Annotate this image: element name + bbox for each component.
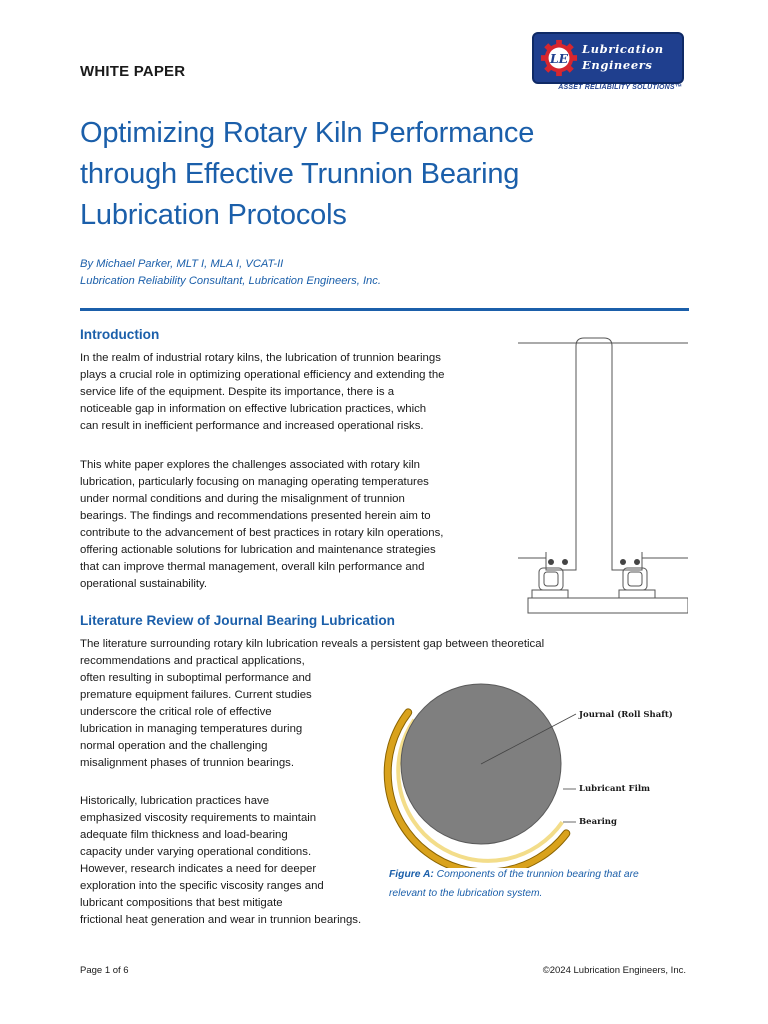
literature-review-heading: Literature Review of Journal Bearing Lubrication — [80, 613, 395, 628]
text-line: However, research indicates a need for deeper — [80, 863, 317, 875]
text-line: often resulting in suboptimal performance and — [80, 672, 312, 684]
label-lubricant-film: Lubricant Film — [579, 784, 651, 794]
text-line: operational sustainability. — [80, 578, 208, 590]
figure-a-bearing-diagram — [380, 672, 690, 868]
text-line: exploration into the specific viscosity ranges and — [80, 880, 324, 892]
text-line: lubrication in managing temperatures during — [80, 723, 303, 735]
literature-review-paragraph-2 — [80, 793, 361, 929]
logo-tagline: ASSET RELIABILITY SOLUTIONS™ — [558, 84, 682, 91]
text-line: premature equipment failures. Current studies — [80, 689, 312, 701]
text-line: misalignment phases of trunnion bearings. — [80, 757, 295, 769]
title-line: Lubrication Protocols — [80, 199, 347, 231]
text-line: offering actionable solutions for lubrication and maintenance strategies — [80, 544, 436, 556]
text-line: underscore the critical role of effective — [80, 706, 272, 718]
caption-prefix: Figure A: — [389, 869, 434, 880]
text-line: Historically, lubrication practices have — [80, 795, 270, 807]
text-line: under normal conditions and during the misalignment of trunnion — [80, 493, 405, 505]
caption-line: relevant to the lubrication system. — [389, 888, 543, 899]
caption-line — [389, 865, 689, 884]
text-line: lubricant compositions that best mitigate — [80, 897, 283, 909]
text-line: service life of the equipment. Despite its importance, there is a — [80, 386, 395, 398]
section-divider — [80, 308, 689, 311]
title-line: Optimizing Rotary Kiln Performance — [80, 117, 535, 149]
text-line: noticeable gap in information on effective lubrication practices, which — [80, 403, 427, 415]
introduction-heading: Introduction — [80, 327, 160, 342]
document-title — [80, 113, 680, 236]
text-line: lubrication, particularly focusing on managing operating temperatures — [80, 476, 429, 488]
logo-name-line2: Engineers — [582, 58, 653, 72]
text-line: The literature surrounding rotary kiln lubrication reveals a persistent gap between theoretical — [80, 638, 545, 650]
page-number: Page 1 of 6 — [80, 965, 129, 976]
figure-a-caption — [389, 865, 689, 903]
logo-badge — [532, 32, 684, 84]
text-line: emphasized viscosity requirements to maintain — [80, 812, 317, 824]
trunnion-assembly-drawing — [518, 336, 688, 618]
title-line: through Effective Trunnion Bearing — [80, 158, 520, 190]
text-line: This white paper explores the challenges associated with rotary kiln — [80, 459, 420, 471]
text-line: can result in inefficient performance and increased operational risks. — [80, 420, 424, 432]
text-line: contribute to the advancement of best practices in rotary kiln operations, — [80, 527, 444, 539]
text-line: adequate film thickness and load-bearing — [80, 829, 288, 841]
copyright-notice: ©2024 Lubrication Engineers, Inc. — [542, 965, 686, 976]
company-logo — [532, 32, 682, 96]
caption-text: Components of the trunnion bearing that are — [433, 869, 639, 880]
author-byline: By Michael Parker, MLT I, MLA I, VCAT-II — [80, 258, 284, 270]
author-position: Lubrication Reliability Consultant, Lubrication Engineers, Inc. — [80, 275, 381, 287]
text-line: that can improve thermal management, overall kiln performance and — [80, 561, 425, 573]
text-line: In the realm of industrial rotary kilns, the lubrication of trunnion bearings — [80, 352, 441, 364]
label-bearing: Bearing — [579, 817, 617, 827]
text-line: bearings. The findings and recommendations presented herein aim to — [80, 510, 431, 522]
doc-type-label: WHITE PAPER — [80, 63, 186, 80]
label-journal: Journal (Roll Shaft) — [579, 710, 673, 720]
logo-name-line1: Lubrication — [582, 42, 664, 56]
introduction-paragraph-2 — [80, 457, 443, 593]
text-line: plays a crucial role in optimizing operational efficiency and extending the — [80, 369, 445, 381]
text-line: frictional heat generation and wear in trunnion bearings. — [80, 914, 362, 926]
text-line: recommendations and practical applications, — [80, 655, 305, 667]
logo-mark: LE — [549, 50, 569, 66]
introduction-paragraph-1 — [80, 350, 445, 435]
gear-logo-icon — [540, 39, 578, 77]
text-line: normal operation and the challenging — [80, 740, 268, 752]
text-line: capacity under varying operational conditions. — [80, 846, 312, 858]
